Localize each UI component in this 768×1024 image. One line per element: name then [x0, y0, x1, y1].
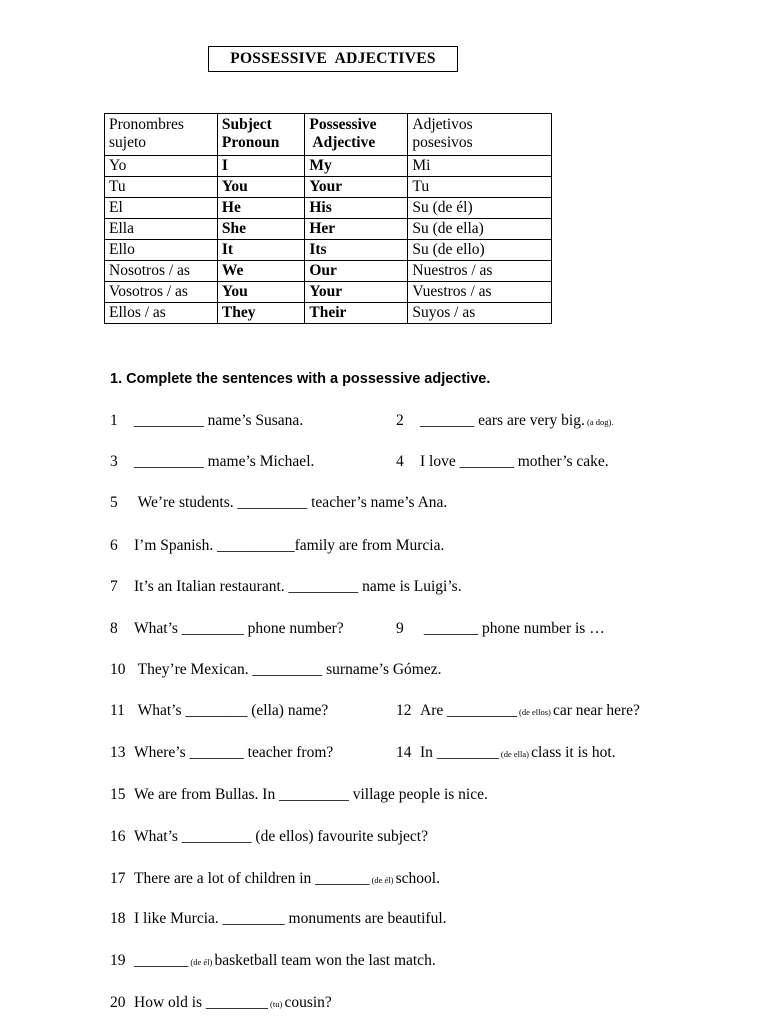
exercise-sentence: [110, 492, 447, 514]
sentence-text: We’re students. _________ teacher’s name’s Ana.: [134, 494, 448, 511]
exercise-sentence: [396, 700, 640, 723]
sentence-hint: (de él): [369, 875, 396, 885]
sentence-number: 17: [110, 870, 126, 887]
sentence-number: 15: [110, 786, 126, 803]
exercise-line: [110, 826, 730, 848]
table-row: [105, 177, 552, 198]
table-cell: I: [217, 156, 304, 177]
sentence-number: 14: [396, 744, 412, 761]
sentence-hint: (de ella): [498, 749, 532, 759]
table-cell: Ella: [105, 219, 218, 240]
table-cell: Its: [305, 240, 408, 261]
sentence-text: I love _______ mother’s cake.: [420, 453, 609, 470]
table-cell: Ello: [105, 240, 218, 261]
table-cell: Suyos / as: [408, 303, 552, 324]
table-cell: He: [217, 198, 304, 219]
header-cell: Possessive Adjective: [305, 114, 408, 156]
table-cell: It: [217, 240, 304, 261]
exercise-line: [110, 576, 730, 598]
sentence-hint: (de ellos): [516, 707, 553, 717]
sentence-text: What’s ________ (ella) name?: [134, 702, 329, 719]
table-cell: My: [305, 156, 408, 177]
table-cell: You: [217, 282, 304, 303]
exercise-sentence: [110, 784, 488, 806]
sentence-number: 8: [110, 620, 118, 637]
exercise-line: [110, 410, 730, 432]
table-cell: They: [217, 303, 304, 324]
sentence-text: _______ ears are very big.: [420, 412, 585, 429]
exercise-line: [110, 784, 730, 806]
exercise-line: [110, 868, 730, 890]
exercise-sentence: [110, 992, 332, 1015]
exercise-sentence: [110, 410, 303, 432]
table-cell: Their: [305, 303, 408, 324]
table-cell: Your: [305, 282, 408, 303]
sentence-number: 7: [110, 578, 118, 595]
table-cell: Su (de ella): [408, 219, 552, 240]
table-cell: She: [217, 219, 304, 240]
sentence-text: There are a lot of children in _______: [134, 870, 370, 887]
sentence-number: 4: [396, 453, 404, 470]
table-cell: His: [305, 198, 408, 219]
sentence-text: How old is ________: [134, 994, 268, 1011]
sentence-hint: (tu): [267, 999, 285, 1009]
table-row: [105, 156, 552, 177]
exercise-sentence: [110, 950, 436, 973]
exercise-sentence: [110, 700, 328, 722]
sentence-number: 12: [396, 702, 412, 719]
table-cell: Our: [305, 261, 408, 282]
exercise-sentence: [110, 618, 344, 640]
sentence-number: 5: [110, 494, 118, 511]
exercise-line: [110, 492, 730, 514]
exercise-sentence: [396, 742, 616, 765]
sentence-text-end: class it is hot.: [531, 744, 616, 761]
sentence-number: 20: [110, 994, 126, 1011]
table-cell: Her: [305, 219, 408, 240]
exercise-line: [110, 618, 730, 640]
table-cell: Vuestros / as: [408, 282, 552, 303]
exercise-line: [110, 535, 730, 557]
table-row: [105, 219, 552, 240]
table-row: [105, 198, 552, 219]
sentence-text: _________ mame’s Michael.: [134, 453, 315, 470]
exercise-sentence: [396, 410, 613, 433]
exercise-sentence: [110, 576, 462, 598]
sentence-text: In ________: [420, 744, 499, 761]
exercise-sentence: [110, 826, 428, 848]
table-cell: Your: [305, 177, 408, 198]
table-cell: El: [105, 198, 218, 219]
table-cell: Yo: [105, 156, 218, 177]
sentence-hint: (a dog).: [584, 417, 614, 427]
table-row: [105, 303, 552, 324]
exercise-sentence: [396, 618, 605, 640]
header-cell: Pronombres sujeto: [105, 114, 218, 156]
exercise-sentence: [110, 451, 314, 473]
exercise-sentence: [110, 908, 447, 930]
table-cell: You: [217, 177, 304, 198]
exercise-sentence: [110, 659, 441, 681]
table-cell: Nosotros / as: [105, 261, 218, 282]
table-cell: Vosotros / as: [105, 282, 218, 303]
exercise-sentence: [396, 451, 609, 473]
exercise-line: [110, 451, 730, 473]
table-row: [105, 240, 552, 261]
table-header-row: [105, 114, 552, 156]
sentence-text-end: school.: [395, 870, 440, 887]
sentence-text: Are _________: [420, 702, 517, 719]
sentence-text: It’s an Italian restaurant. _________ name is Luigi’s.: [134, 578, 462, 595]
sentence-number: 19: [110, 952, 126, 969]
pronoun-table: [104, 113, 552, 324]
sentence-number: 18: [110, 910, 126, 927]
sentence-text: I’m Spanish. __________family are from Murcia.: [134, 537, 445, 554]
exercise-heading: 1. Complete the sentences with a possessive adjective.: [110, 371, 491, 387]
exercise-line: [110, 700, 730, 722]
sentence-text: _______ phone number is …: [420, 620, 605, 637]
exercise-sentence: [110, 742, 333, 764]
table-cell: Tu: [408, 177, 552, 198]
sentence-text-end: car near here?: [553, 702, 640, 719]
table-cell: Su (de él): [408, 198, 552, 219]
sentence-number: 9: [396, 620, 404, 637]
sentence-text-end: cousin?: [284, 994, 332, 1011]
table-cell: Ellos / as: [105, 303, 218, 324]
header-cell: Subject Pronoun: [217, 114, 304, 156]
sentence-text: _______: [134, 952, 189, 969]
sentence-number: 2: [396, 412, 404, 429]
table-cell: Nuestros / as: [408, 261, 552, 282]
page-title: POSSESSIVE ADJECTIVES: [208, 46, 458, 72]
table-cell: Mi: [408, 156, 552, 177]
table-cell: Tu: [105, 177, 218, 198]
exercise-sentence: [110, 868, 440, 891]
sentence-hint: (de él): [188, 957, 215, 967]
sentence-number: 10: [110, 661, 126, 678]
sentence-number: 16: [110, 828, 126, 845]
table-cell: Su (de ello): [408, 240, 552, 261]
pronoun-table-body: [105, 114, 552, 324]
sentence-text: They’re Mexican. _________ surname’s Gómez.: [134, 661, 442, 678]
sentence-text: What’s _________ (de ellos) favourite subject?: [134, 828, 428, 845]
sentence-text: We are from Bullas. In _________ village people is nice.: [134, 786, 488, 803]
sentence-number: 1: [110, 412, 118, 429]
exercise-line: [110, 992, 730, 1014]
sentence-text: _________ name’s Susana.: [134, 412, 304, 429]
exercise-line: [110, 908, 730, 930]
sentence-number: 13: [110, 744, 126, 761]
table-row: [105, 282, 552, 303]
table-cell: We: [217, 261, 304, 282]
exercise-line: [110, 742, 730, 764]
sentence-number: 6: [110, 537, 118, 554]
sentence-text: What’s ________ phone number?: [134, 620, 344, 637]
exercise-line: [110, 659, 730, 681]
sentence-number: 3: [110, 453, 118, 470]
exercise-sentence: [110, 535, 444, 557]
sentence-text-end: basketball team won the last match.: [214, 952, 436, 969]
header-cell: Adjetivos posesivos: [408, 114, 552, 156]
table-row: [105, 261, 552, 282]
sentence-text: Where’s _______ teacher from?: [134, 744, 334, 761]
sentence-text: I like Murcia. ________ monuments are beautiful.: [134, 910, 447, 927]
sentence-number: 11: [110, 702, 125, 719]
exercise-line: [110, 950, 730, 972]
